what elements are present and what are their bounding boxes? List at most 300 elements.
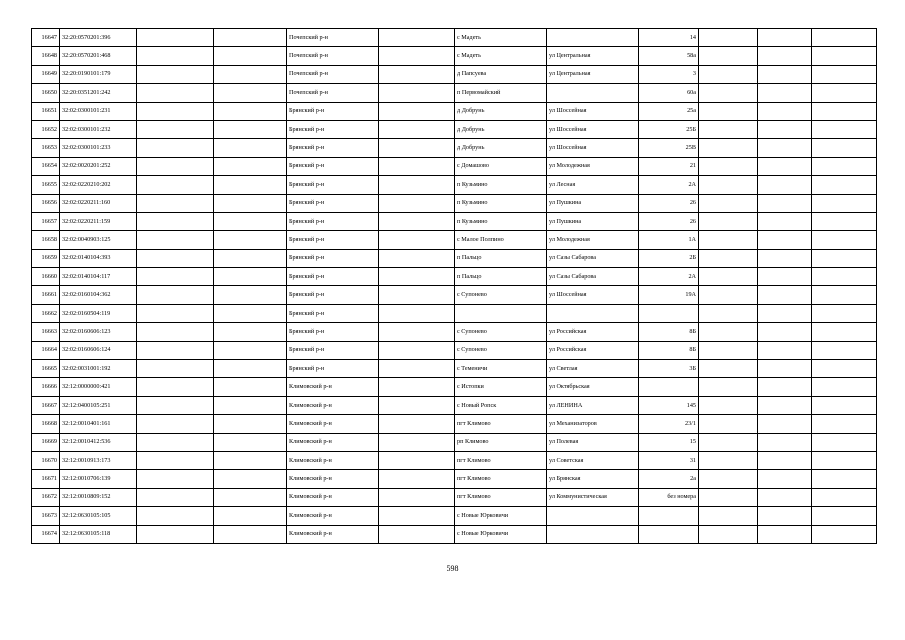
cell-street (547, 29, 639, 47)
cell-cadastral-number: 32:02:0160504:119 (60, 304, 137, 322)
cell-empty (379, 176, 455, 194)
cell-empty (758, 157, 812, 175)
registry-table (31, 28, 877, 544)
cell-settlement: п Кузьмино (455, 194, 547, 212)
cell-empty (699, 29, 758, 47)
cell-empty (214, 470, 287, 488)
cell-row-number: 16656 (32, 194, 60, 212)
cell-street: ул Брянская (547, 470, 639, 488)
cell-house-number: 8Б (639, 323, 699, 341)
cell-empty (699, 470, 758, 488)
cell-cadastral-number: 32:12:0400105:251 (60, 396, 137, 414)
cell-house-number: 1А (639, 231, 699, 249)
cell-district: Брянский р-н (287, 157, 379, 175)
cell-empty (137, 65, 214, 83)
cell-empty (137, 29, 214, 47)
cell-empty (379, 341, 455, 359)
cell-house-number: 2А (639, 268, 699, 286)
cell-house-number: 31 (639, 451, 699, 469)
cell-house-number: 23/1 (639, 415, 699, 433)
cell-row-number: 16647 (32, 29, 60, 47)
cell-empty (214, 286, 287, 304)
cell-cadastral-number: 32:12:0000000:421 (60, 378, 137, 396)
cell-empty (758, 507, 812, 525)
cell-empty (214, 194, 287, 212)
cell-empty (699, 176, 758, 194)
cell-empty (214, 525, 287, 543)
cell-row-number: 16673 (32, 507, 60, 525)
cell-empty (379, 120, 455, 138)
cell-empty (137, 194, 214, 212)
cell-row-number: 16651 (32, 102, 60, 120)
cell-row-number: 16662 (32, 304, 60, 322)
cell-house-number: 145 (639, 396, 699, 414)
cell-empty (699, 341, 758, 359)
cell-empty (812, 341, 877, 359)
cell-house-number: 2а (639, 470, 699, 488)
cell-empty (137, 378, 214, 396)
table-row (32, 194, 877, 212)
cell-empty (812, 304, 877, 322)
cell-empty (137, 176, 214, 194)
cell-street: ул Российская (547, 341, 639, 359)
cell-empty (379, 396, 455, 414)
cell-settlement: с Малое Полпино (455, 231, 547, 249)
cell-settlement: пгт Климово (455, 488, 547, 506)
cell-street: ул Молодежная (547, 157, 639, 175)
cell-empty (699, 212, 758, 230)
cell-empty (758, 65, 812, 83)
cell-settlement: п Кузьмино (455, 176, 547, 194)
cell-district: Климовский р-н (287, 470, 379, 488)
cell-house-number: 3 (639, 65, 699, 83)
cell-empty (214, 451, 287, 469)
cell-cadastral-number: 32:02:0300101:232 (60, 120, 137, 138)
cell-row-number: 16660 (32, 268, 60, 286)
cell-cadastral-number: 32:20:0351201:242 (60, 84, 137, 102)
cell-empty (758, 176, 812, 194)
cell-empty (379, 231, 455, 249)
cell-empty (699, 488, 758, 506)
cell-row-number: 16666 (32, 378, 60, 396)
cell-settlement: пгт Климово (455, 470, 547, 488)
cell-house-number: 58а (639, 47, 699, 65)
cell-empty (137, 84, 214, 102)
table-row (32, 304, 877, 322)
cell-row-number: 16667 (32, 396, 60, 414)
cell-empty (137, 231, 214, 249)
table-row (32, 65, 877, 83)
cell-empty (379, 102, 455, 120)
cell-empty (137, 323, 214, 341)
cell-house-number: 21 (639, 157, 699, 175)
cell-empty (812, 249, 877, 267)
cell-empty (379, 360, 455, 378)
cell-cadastral-number: 32:20:0570201:396 (60, 29, 137, 47)
cell-house-number: 25Б (639, 120, 699, 138)
cell-empty (137, 451, 214, 469)
cell-settlement: п Пальцо (455, 249, 547, 267)
cell-settlement: п Кузьмино (455, 212, 547, 230)
cell-empty (699, 304, 758, 322)
cell-house-number: 25а (639, 102, 699, 120)
cell-house-number (639, 304, 699, 322)
cell-empty (758, 84, 812, 102)
table-row (32, 157, 877, 175)
cell-empty (379, 65, 455, 83)
cell-street: ул Полевая (547, 433, 639, 451)
cell-empty (812, 378, 877, 396)
table-row (32, 341, 877, 359)
cell-empty (137, 396, 214, 414)
cell-row-number: 16663 (32, 323, 60, 341)
cell-cadastral-number: 32:02:0160606:124 (60, 341, 137, 359)
cell-street: ул Молодежная (547, 231, 639, 249)
cell-district: Почепский р-н (287, 84, 379, 102)
cell-street (547, 304, 639, 322)
cell-street: ул Центральная (547, 65, 639, 83)
cell-cadastral-number: 32:02:0160606:123 (60, 323, 137, 341)
cell-empty (379, 157, 455, 175)
cell-empty (699, 433, 758, 451)
cell-settlement: п Первомайский (455, 84, 547, 102)
cell-settlement: с Теменичи (455, 360, 547, 378)
cell-cadastral-number: 32:02:0300101:233 (60, 139, 137, 157)
table-row (32, 415, 877, 433)
cell-empty (214, 29, 287, 47)
cell-district: Климовский р-н (287, 378, 379, 396)
cell-empty (137, 157, 214, 175)
cell-settlement: с Домашово (455, 157, 547, 175)
cell-district: Брянский р-н (287, 212, 379, 230)
cell-settlement: д Добрунь (455, 120, 547, 138)
cell-street: ул Сазы Сабарова (547, 249, 639, 267)
cell-row-number: 16659 (32, 249, 60, 267)
cell-house-number: без номера (639, 488, 699, 506)
cell-empty (758, 29, 812, 47)
cell-row-number: 16648 (32, 47, 60, 65)
cell-street (547, 84, 639, 102)
cell-cadastral-number: 32:20:0190101:179 (60, 65, 137, 83)
cell-empty (379, 323, 455, 341)
table-row (32, 451, 877, 469)
table-row (32, 470, 877, 488)
cell-cadastral-number: 32:12:0630105:105 (60, 507, 137, 525)
cell-empty (758, 378, 812, 396)
page-number: 598 (446, 564, 459, 573)
cell-row-number: 16665 (32, 360, 60, 378)
cell-street (547, 525, 639, 543)
cell-settlement: с Новый Ропск (455, 396, 547, 414)
cell-empty (214, 323, 287, 341)
cell-empty (379, 415, 455, 433)
cell-empty (379, 84, 455, 102)
cell-empty (137, 47, 214, 65)
cell-house-number: 15 (639, 433, 699, 451)
cell-cadastral-number: 32:02:0220210:202 (60, 176, 137, 194)
cell-empty (214, 65, 287, 83)
table-row (32, 268, 877, 286)
cell-house-number: 26 (639, 194, 699, 212)
table-row (32, 378, 877, 396)
cell-row-number: 16670 (32, 451, 60, 469)
cell-empty (699, 120, 758, 138)
cell-settlement: с Новые Юрковичи (455, 507, 547, 525)
cell-empty (812, 470, 877, 488)
cell-cadastral-number: 32:02:0031001:192 (60, 360, 137, 378)
cell-empty (214, 102, 287, 120)
cell-empty (137, 470, 214, 488)
cell-street: ул Сазы Сабарова (547, 268, 639, 286)
cell-empty (137, 360, 214, 378)
cell-district: Почепский р-н (287, 65, 379, 83)
cell-empty (758, 433, 812, 451)
cell-empty (137, 341, 214, 359)
cell-district: Климовский р-н (287, 507, 379, 525)
cell-empty (214, 268, 287, 286)
cell-empty (214, 231, 287, 249)
cell-empty (137, 268, 214, 286)
cell-empty (758, 451, 812, 469)
cell-house-number (639, 378, 699, 396)
cell-row-number: 16650 (32, 84, 60, 102)
cell-row-number: 16654 (32, 157, 60, 175)
cell-district: Климовский р-н (287, 525, 379, 543)
cell-empty (137, 488, 214, 506)
cell-settlement (455, 304, 547, 322)
table-row (32, 249, 877, 267)
cell-street: ул Советская (547, 451, 639, 469)
cell-cadastral-number: 32:02:0040903:125 (60, 231, 137, 249)
cell-empty (812, 268, 877, 286)
cell-empty (812, 120, 877, 138)
cell-empty (699, 396, 758, 414)
cell-settlement: с Супонево (455, 323, 547, 341)
cell-house-number: 19А (639, 286, 699, 304)
cell-street: ул ЛЕНИНА (547, 396, 639, 414)
cell-empty (214, 47, 287, 65)
cell-cadastral-number: 32:12:0630105:118 (60, 525, 137, 543)
cell-settlement: п Пальцо (455, 268, 547, 286)
table-row (32, 396, 877, 414)
table-row (32, 433, 877, 451)
cell-empty (812, 451, 877, 469)
cell-row-number: 16671 (32, 470, 60, 488)
cell-empty (758, 194, 812, 212)
cell-empty (379, 249, 455, 267)
cell-cadastral-number: 32:12:0010913:173 (60, 451, 137, 469)
cell-district: Брянский р-н (287, 360, 379, 378)
cell-empty (137, 525, 214, 543)
cell-street: ул Коммунистическая (547, 488, 639, 506)
cell-empty (379, 507, 455, 525)
cell-empty (812, 84, 877, 102)
cell-house-number: 25В (639, 139, 699, 157)
cell-empty (699, 47, 758, 65)
cell-empty (214, 304, 287, 322)
cell-empty (137, 415, 214, 433)
cell-street: ул Шоссейная (547, 102, 639, 120)
cell-district: Брянский р-н (287, 120, 379, 138)
cell-district: Брянский р-н (287, 176, 379, 194)
cell-empty (214, 249, 287, 267)
cell-empty (758, 249, 812, 267)
cell-empty (379, 194, 455, 212)
cell-empty (214, 415, 287, 433)
cell-district: Климовский р-н (287, 396, 379, 414)
cell-empty (699, 249, 758, 267)
cell-empty (812, 323, 877, 341)
cell-cadastral-number: 32:02:0020201:252 (60, 157, 137, 175)
cell-empty (758, 47, 812, 65)
cell-street: ул Пушкина (547, 194, 639, 212)
cell-row-number: 16657 (32, 212, 60, 230)
cell-empty (699, 157, 758, 175)
cell-settlement: с Супонево (455, 286, 547, 304)
cell-empty (812, 102, 877, 120)
cell-cadastral-number: 32:02:0140104:393 (60, 249, 137, 267)
cell-street: ул Механизаторов (547, 415, 639, 433)
cell-empty (812, 157, 877, 175)
cell-empty (812, 212, 877, 230)
table-row (32, 212, 877, 230)
table-row (32, 120, 877, 138)
cell-empty (699, 268, 758, 286)
cell-empty (699, 102, 758, 120)
cell-empty (379, 304, 455, 322)
cell-empty (379, 47, 455, 65)
cell-district: Почепский р-н (287, 29, 379, 47)
cell-empty (812, 360, 877, 378)
cell-district: Брянский р-н (287, 286, 379, 304)
cell-empty (812, 286, 877, 304)
cell-empty (137, 433, 214, 451)
cell-street: ул Светлая (547, 360, 639, 378)
cell-row-number: 16658 (32, 231, 60, 249)
cell-empty (812, 176, 877, 194)
cell-settlement: пгт Климово (455, 451, 547, 469)
cell-row-number: 16649 (32, 65, 60, 83)
cell-settlement: с Мадеть (455, 29, 547, 47)
cell-district: Брянский р-н (287, 268, 379, 286)
cell-empty (379, 451, 455, 469)
cell-settlement: д Добрунь (455, 102, 547, 120)
cell-empty (758, 102, 812, 120)
cell-street: ул Лесная (547, 176, 639, 194)
cell-street: ул Шоссейная (547, 139, 639, 157)
cell-district: Брянский р-н (287, 139, 379, 157)
cell-street: ул Пушкина (547, 212, 639, 230)
cell-empty (137, 120, 214, 138)
cell-empty (812, 194, 877, 212)
cell-empty (379, 470, 455, 488)
cell-settlement: д Папсуева (455, 65, 547, 83)
table-row (32, 507, 877, 525)
cell-cadastral-number: 32:02:0220211:159 (60, 212, 137, 230)
table-row (32, 176, 877, 194)
cell-empty (699, 231, 758, 249)
cell-empty (214, 176, 287, 194)
cell-house-number: 26 (639, 212, 699, 230)
cell-cadastral-number: 32:12:0010809:152 (60, 488, 137, 506)
cell-empty (214, 341, 287, 359)
cell-empty (758, 231, 812, 249)
cell-cadastral-number: 32:20:0570201:468 (60, 47, 137, 65)
cell-empty (214, 212, 287, 230)
cell-empty (137, 304, 214, 322)
table-row (32, 84, 877, 102)
cell-house-number (639, 525, 699, 543)
cell-empty (137, 139, 214, 157)
cell-district: Климовский р-н (287, 433, 379, 451)
cell-empty (758, 120, 812, 138)
cell-empty (812, 139, 877, 157)
cell-empty (758, 470, 812, 488)
cell-empty (699, 360, 758, 378)
cell-empty (758, 286, 812, 304)
cell-empty (214, 488, 287, 506)
cell-empty (758, 304, 812, 322)
cell-empty (758, 139, 812, 157)
cell-empty (214, 507, 287, 525)
cell-empty (379, 433, 455, 451)
cell-empty (699, 525, 758, 543)
cell-empty (214, 157, 287, 175)
cell-empty (137, 212, 214, 230)
cell-empty (699, 194, 758, 212)
cell-empty (699, 378, 758, 396)
cell-empty (379, 212, 455, 230)
cell-street: ул Центральная (547, 47, 639, 65)
cell-empty (214, 378, 287, 396)
cell-row-number: 16653 (32, 139, 60, 157)
cell-empty (379, 29, 455, 47)
cell-empty (379, 378, 455, 396)
cell-empty (379, 139, 455, 157)
cell-district: Брянский р-н (287, 249, 379, 267)
table-row (32, 488, 877, 506)
cell-house-number: 60а (639, 84, 699, 102)
cell-empty (812, 525, 877, 543)
cell-settlement: д Добрунь (455, 139, 547, 157)
cell-empty (758, 525, 812, 543)
cell-empty (379, 268, 455, 286)
cell-empty (137, 102, 214, 120)
cell-empty (214, 84, 287, 102)
cell-settlement: рп Климово (455, 433, 547, 451)
cell-cadastral-number: 32:02:0160104:362 (60, 286, 137, 304)
cell-empty (699, 323, 758, 341)
cell-district: Брянский р-н (287, 102, 379, 120)
cell-empty (812, 29, 877, 47)
cell-cadastral-number: 32:02:0300101:231 (60, 102, 137, 120)
cell-empty (758, 488, 812, 506)
table-row (32, 286, 877, 304)
cell-empty (758, 268, 812, 286)
cell-district: Климовский р-н (287, 488, 379, 506)
cell-district: Брянский р-н (287, 194, 379, 212)
cell-empty (214, 360, 287, 378)
table-row (32, 47, 877, 65)
cell-row-number: 16672 (32, 488, 60, 506)
cell-settlement: с Истопки (455, 378, 547, 396)
cell-empty (758, 396, 812, 414)
cell-empty (699, 507, 758, 525)
cell-cadastral-number: 32:12:0010706:139 (60, 470, 137, 488)
cell-district: Климовский р-н (287, 415, 379, 433)
table-row (32, 102, 877, 120)
cell-settlement: с Супонево (455, 341, 547, 359)
